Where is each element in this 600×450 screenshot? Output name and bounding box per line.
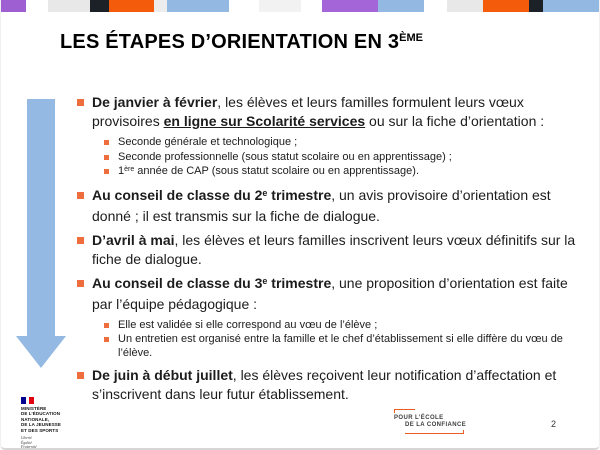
top-bar-segment bbox=[543, 0, 600, 12]
sub-bullet-item bbox=[104, 319, 576, 333]
bullet-text: , les élèves reçoivent leur notification d’affectation et s’inscrivent dans leur futur établissement. bbox=[92, 367, 557, 402]
bullet-bold-lead: Au conseil de classe du 3 bbox=[92, 274, 263, 291]
scolarite-services-link[interactable]: en ligne sur Scolarité services bbox=[163, 113, 366, 129]
ministry-line: NATIONALE, bbox=[21, 416, 50, 422]
slogan-line1: POUR L’ÉCOLE bbox=[394, 415, 444, 421]
top-bar-segment bbox=[229, 0, 259, 12]
bullet-square-icon bbox=[77, 192, 84, 199]
page-title-text: LES ÉTAPES D’ORIENTATION EN 3 bbox=[60, 31, 400, 53]
top-bar-segment bbox=[447, 0, 483, 12]
top-bar-segment bbox=[167, 0, 229, 12]
bullet-item-juin-juillet bbox=[76, 366, 576, 404]
sub-bullet-item bbox=[104, 333, 576, 360]
bullet-bold-lead: trimestre bbox=[267, 186, 332, 203]
sub-bullet-square-icon bbox=[104, 169, 109, 174]
page-title-superscript: ÈME bbox=[399, 32, 424, 44]
bullet-bold-lead: De janvier à février bbox=[92, 94, 218, 110]
bullet-superscript: e bbox=[262, 275, 268, 286]
top-bar-segment bbox=[424, 0, 447, 12]
sub-bullet-text: Un entretien est organisé entre la famille et le chef d’établissement si elle diffère du vœu de l’élève. bbox=[118, 333, 563, 359]
sub-bullet-superscript: ère bbox=[124, 166, 135, 173]
top-bar-segment bbox=[483, 0, 529, 12]
bullet-square-icon bbox=[77, 99, 84, 106]
sub-bullet-text: Seconde professionnelle (sous statut scolaire ou en apprentissage) ; bbox=[118, 150, 452, 163]
bullet-square-icon bbox=[77, 280, 84, 287]
top-bar-segment bbox=[154, 0, 167, 12]
bullet-text: , les élèves et leurs familles inscrivent leurs vœux définitifs sur la fiche de dialogue. bbox=[92, 231, 576, 267]
slogan-bracket-top-icon bbox=[394, 409, 415, 413]
bullet-item-conseil-2e-trimestre bbox=[76, 186, 576, 226]
bullet-item-janvier-fevrier bbox=[76, 93, 576, 131]
top-bar-segment bbox=[529, 0, 543, 12]
bullet-bold-lead: De juin à début juillet bbox=[92, 367, 233, 383]
bullet-item-avril-mai bbox=[76, 231, 576, 269]
sub-bullet-square-icon bbox=[104, 323, 109, 328]
bullet-text: , les élèves et leurs familles formulent leurs vœux provisoires bbox=[92, 94, 524, 129]
top-bar-segment bbox=[378, 0, 424, 12]
top-bar-segment bbox=[322, 0, 378, 12]
sub-bullet-list bbox=[104, 136, 576, 180]
sub-bullet-item bbox=[104, 136, 576, 150]
top-bar-segment bbox=[1, 0, 26, 12]
top-bar-segment bbox=[259, 0, 301, 12]
top-bar-segment bbox=[48, 0, 90, 12]
sub-bullet-text: année de CAP (sous statut scolaire ou en apprentissage). bbox=[134, 165, 419, 177]
bullet-text: , un avis provisoire d’orientation est donné ; il est transmis sur la fiche de dialogue. bbox=[92, 186, 551, 224]
top-bar-segment bbox=[301, 0, 322, 12]
sub-bullet-text: Seconde générale et technologique ; bbox=[118, 136, 298, 148]
bullet-item-conseil-3e-trimestre bbox=[76, 274, 576, 314]
bullet-square-icon bbox=[77, 372, 84, 379]
slogan-bracket-bottom-icon bbox=[405, 430, 464, 434]
slogan-line2: DE LA CONFIANCE bbox=[405, 422, 467, 428]
sub-bullet-square-icon bbox=[104, 337, 109, 342]
down-arrow-icon bbox=[16, 99, 66, 369]
bullet-square-icon bbox=[77, 237, 84, 244]
bullet-text: , une proposition d’orientation est faite par l’équipe pédagogique : bbox=[92, 274, 568, 312]
french-flag-icon bbox=[21, 397, 34, 404]
bullet-bold-lead: D’avril à mai bbox=[92, 231, 175, 248]
top-bar-segment bbox=[90, 0, 109, 12]
sub-bullet-item bbox=[104, 165, 576, 180]
ministry-motto: Liberté Égalité Fraternité bbox=[21, 436, 37, 450]
ministry-line: DE L’ÉDUCATION bbox=[21, 411, 61, 417]
sub-bullet-list bbox=[104, 319, 576, 361]
ministry-line: DE LA JEUNESSE bbox=[21, 422, 61, 428]
bullet-superscript: e bbox=[262, 187, 268, 198]
sub-bullet-square-icon bbox=[104, 140, 109, 145]
top-bar-segment bbox=[109, 0, 154, 12]
bullet-text: ou sur la fiche d’orientation : bbox=[365, 113, 545, 129]
slogan-pour-lecole bbox=[394, 409, 466, 434]
top-color-bar bbox=[1, 0, 600, 12]
ministry-logo bbox=[21, 397, 61, 450]
sub-bullet-text: Elle est validée si elle correspond au vœu de l’élève ; bbox=[118, 318, 378, 331]
page-number: 2 bbox=[551, 419, 557, 429]
sub-bullet-square-icon bbox=[104, 155, 109, 160]
top-bar-segment bbox=[26, 0, 48, 12]
bullet-list bbox=[76, 93, 576, 409]
bullet-bold-lead: Au conseil de classe du 2 bbox=[92, 186, 263, 203]
sub-bullet-item bbox=[104, 151, 576, 165]
ministry-line: MINISTÈRE bbox=[21, 406, 47, 411]
ministry-line: ET DES SPORTS bbox=[21, 427, 59, 433]
page-title bbox=[60, 31, 423, 54]
sub-bullet-text: 1 bbox=[118, 165, 125, 177]
bullet-bold-lead: trimestre bbox=[267, 274, 332, 291]
